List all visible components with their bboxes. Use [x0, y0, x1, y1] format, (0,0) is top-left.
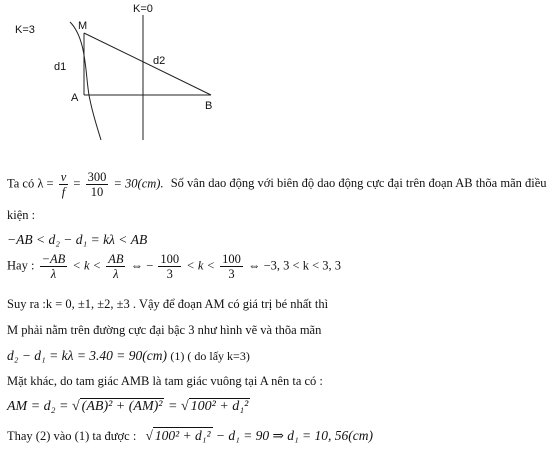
mb-line [84, 33, 211, 95]
line-1-tail: Số vân dao động với biên độ dao động cực đại trên đoạn AB thõa mãn điều [170, 176, 547, 191]
lambda-label: Ta có λ = [7, 176, 54, 191]
line-8: Mặt khác, do tam giác AMB là tam giác vuông tại A nên ta có : [7, 374, 323, 388]
line-2: kiện : [7, 208, 36, 222]
label-k3: K=3 [15, 24, 35, 36]
line-9: AM = d₂ = √ (AB)² + (AM)² = √ 100² + d₁² [7, 399, 249, 414]
line-4: Hay : $\frac{-AB}{\lambda}$ < k < $\frac{AB}{\lambda}$ ⇔ − $\frac{100}{3}$ < k < $\frac{100}{3}$ ⇔ −3, 3 < k < 3, 3 [7, 252, 341, 281]
label-a: A [71, 92, 79, 104]
line-6: M phải nằm trên đường cực đại bậc 3 như hình vẽ và thõa mãn [7, 323, 322, 337]
inequality-line: −AB < d₂ − d₁ = kλ < AB [7, 232, 148, 247]
line-1: Ta có λ = $\frac{v}{f}$ = $\frac{300}{10}$ = 30(cm). Số vân dao động với biên độ dao động cực đại trên đoạn AB thõa mãn điều [7, 170, 547, 199]
lambda-result: = 30(cm). [113, 176, 164, 191]
label-d2: d2 [153, 55, 166, 67]
line-7: d₂ − d₁ = kλ = 3.40 = 90(cm) (1) ( do lấy k=3) [7, 348, 250, 363]
300-over-10: $\frac{300}{10}$ [87, 170, 107, 199]
k3-curve [70, 22, 101, 140]
label-d1: d1 [54, 61, 67, 73]
line-5: Suy ra :k = 0, ±1, ±2, ±3 . Vậy để đoạn AM có giá trị bé nhất thì [7, 297, 329, 311]
label-b: B [205, 100, 213, 112]
label-k0: K=0 [133, 3, 153, 15]
label-m: M [78, 20, 88, 32]
v-over-f: $\frac{v}{f}$ [60, 170, 67, 199]
line-10: Thay (2) vào (1) ta được : √ 100² + d₁² − d₁ = 90 ⇒ d₁ = 10, 56(cm) [7, 428, 374, 443]
